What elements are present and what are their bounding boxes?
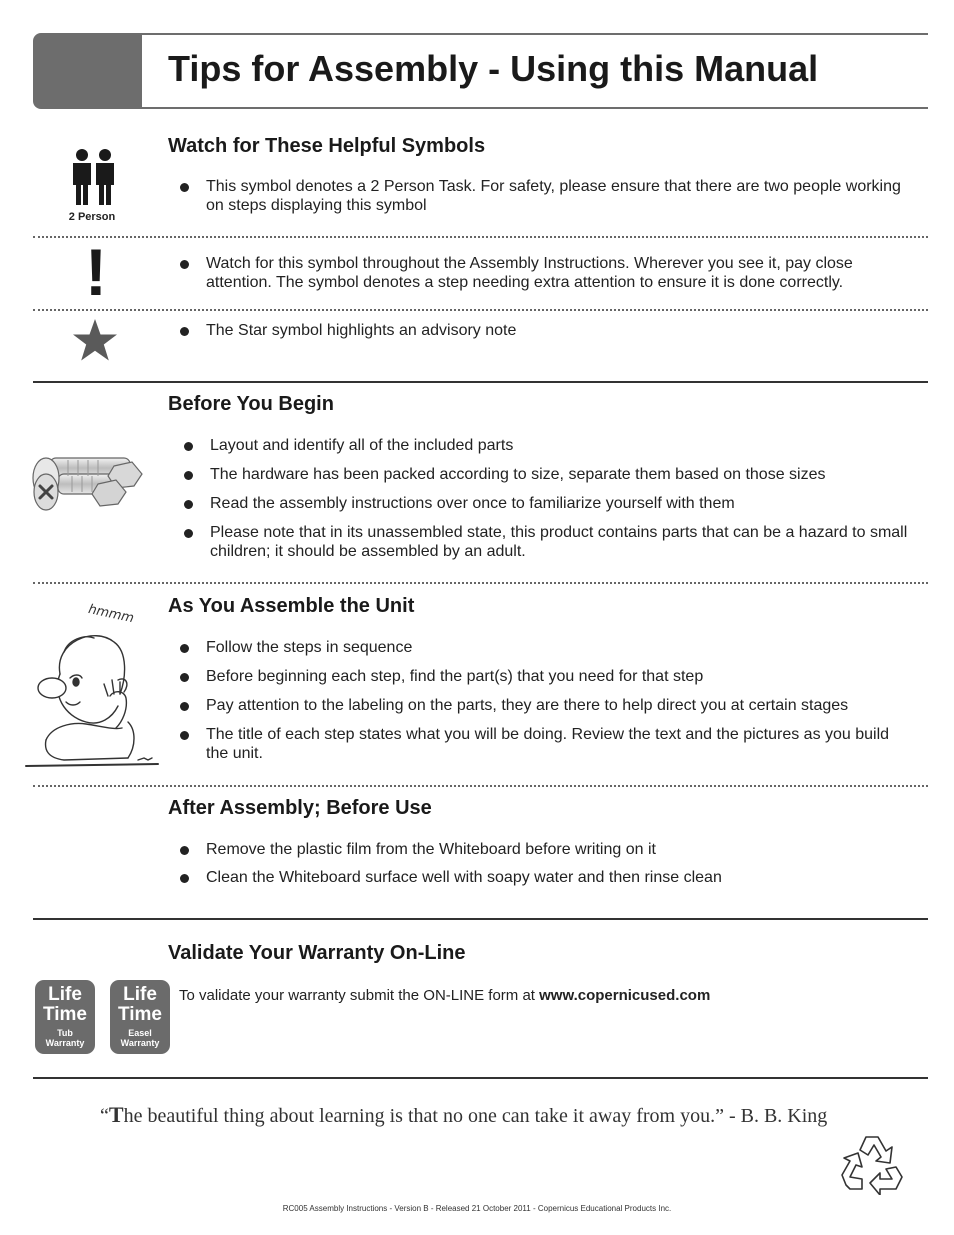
list-item: Watch for this symbol throughout the Assembly Instructions. Wherever you see it, pay close attention. The symbol denotes a step needing extra attention to ensure it is done correctly. <box>168 254 908 292</box>
dotted-divider <box>33 236 928 238</box>
page-title: Tips for Assembly - Using this Manual <box>168 48 819 89</box>
warranty-url-link[interactable]: www.copernicused.com <box>539 987 711 1004</box>
two-person-list <box>168 177 908 215</box>
list-item: This symbol denotes a 2 Person Task. For safety, please ensure that there are two people working on steps displaying this symbol <box>168 177 908 215</box>
after-heading: After Assembly; Before Use <box>168 797 432 819</box>
warranty-text <box>179 987 710 1004</box>
assemble-list <box>168 638 913 763</box>
header-rule-bottom <box>142 107 928 109</box>
badge-line3: Tub <box>57 1028 73 1038</box>
quote <box>100 1102 827 1128</box>
section-rule <box>33 1077 928 1079</box>
warranty-heading: Validate Your Warranty On-Line <box>168 942 466 964</box>
lifetime-tub-warranty-badge <box>35 980 95 1054</box>
list-item: The title of each step states what you will be doing. Review the text and the pictures as you build the unit. <box>168 725 913 763</box>
hardware-bolts-icon <box>28 448 144 520</box>
attention-list <box>168 254 908 292</box>
thinking-boy-icon <box>24 622 160 770</box>
before-list <box>172 436 912 561</box>
assemble-heading: As You Assemble the Unit <box>168 595 415 617</box>
lifetime-easel-warranty-badge <box>110 980 170 1054</box>
list-item: Pay attention to the labeling on the parts, they are there to help direct you at certain stages <box>168 696 913 715</box>
star-list <box>168 321 908 340</box>
badge-line2: Time <box>42 1004 87 1025</box>
badge-line2: Time <box>117 1004 162 1025</box>
thought-text: hmmm <box>86 602 136 627</box>
section-rule <box>33 918 928 920</box>
recycle-icon <box>840 1133 904 1195</box>
after-list <box>168 840 908 887</box>
list-item: Please note that in its unassembled state, this product contains parts that can be a hazard to small children; it should be assembled by an adult. <box>172 523 912 561</box>
list-item: Remove the plastic film from the Whiteboard before writing on it <box>168 840 908 859</box>
warranty-instruction: To validate your warranty submit the ON-LINE form at <box>179 987 540 1004</box>
footer: RC005 Assembly Instructions - Version B - Released 21 October 2011 - Copernicus Educational Products Inc. <box>282 1204 672 1213</box>
before-heading: Before You Begin <box>168 393 334 415</box>
quote-text: he beautiful thing about learning is that no one can take it away from you.” - B. B. King <box>123 1105 828 1127</box>
section-rule <box>33 381 928 383</box>
badge-line1: Life <box>48 984 82 1005</box>
quote-first-letter: T <box>108 1102 124 1127</box>
badge-line1: Life <box>123 984 157 1005</box>
dotted-divider <box>33 785 928 787</box>
two-person-label: 2 Person <box>68 211 116 223</box>
list-item: Before beginning each step, find the part(s) that you need for that step <box>168 667 913 686</box>
star-icon <box>72 318 118 362</box>
header-rule-top <box>142 33 928 35</box>
list-item: The Star symbol highlights an advisory note <box>168 321 908 340</box>
two-person-icon <box>68 148 120 208</box>
list-item: Layout and identify all of the included parts <box>172 436 912 455</box>
dotted-divider <box>33 309 928 311</box>
quote-open-mark: “ <box>100 1105 109 1127</box>
badge-line4: Warranty <box>45 1038 85 1048</box>
exclamation-icon: ! <box>85 235 107 309</box>
list-item: Follow the steps in sequence <box>168 638 913 657</box>
badge-line3: Easel <box>128 1028 152 1038</box>
list-item: The hardware has been packed according to size, separate them based on those sizes <box>172 465 912 484</box>
dotted-divider <box>33 582 928 584</box>
symbols-heading: Watch for These Helpful Symbols <box>168 135 486 157</box>
header-block <box>33 33 142 109</box>
list-item: Clean the Whiteboard surface well with soapy water and then rinse clean <box>168 868 908 887</box>
badge-line4: Warranty <box>120 1038 160 1048</box>
list-item: Read the assembly instructions over once to familiarize yourself with them <box>172 494 912 513</box>
